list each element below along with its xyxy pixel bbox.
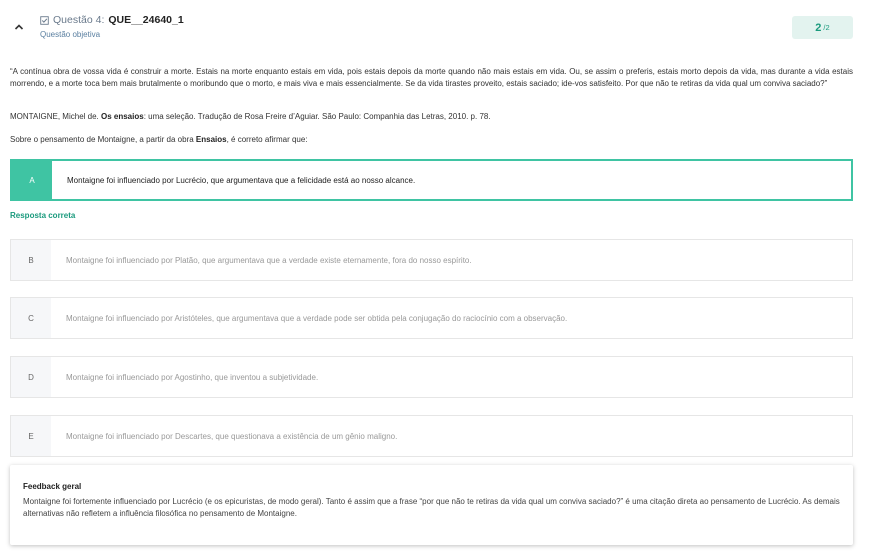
option-text: Montaigne foi influenciado por Platão, que argumentava que a verdade existe eternamente, fora do nosso espírito. [66,255,472,265]
option-text: Montaigne foi influenciado por Lucrécio, que argumentava que a felicidade está ao nosso alcance. [67,175,416,185]
option-c[interactable] [10,297,853,339]
option-letter: A [12,161,52,199]
question-title [40,14,184,26]
question-header [0,0,870,50]
option-text: Montaigne foi influenciado por Descartes, que questionava a existência de um gênio maligno. [66,431,398,441]
question-prompt [10,135,308,144]
quote-reference [10,112,491,121]
option-letter: E [11,416,51,456]
chevron-up-icon [14,22,24,32]
feedback-panel [10,465,853,545]
score-value: 2 [815,21,822,34]
question-quote: “A contínua obra de vossa vida é construir a morte. Estais na morte enquanto estais em vida, pois estais depois da morte quando não mais estais em vida. Ou, se assim o preferis, estais morto depois da vida, mas durante a vida estais morrendo, e a morte toca bem mais brutalmente o moribundo que o morto, e mais viva e mais essencialmente. Se da vida tirastes proveito, estais saciado; ide-vos satisfeito. Por que não te retiras da vida qual um conviva saciado?” [10,67,853,88]
option-letter: D [11,357,51,397]
question-number: Questão 4: [53,14,105,26]
score-max: /2 [823,23,830,32]
option-text: Montaigne foi influenciado por Aristóteles, que argumentava que a verdade pode ser obtida pela conjugação do raciocínio com a observação. [66,313,568,323]
prompt-bold: Ensaios [195,135,227,144]
option-text: Montaigne foi influenciado por Agostinho, que inventou a subjetividade. [66,372,319,382]
prompt-end: , é correto afirmar que: [226,135,308,144]
prompt-text: Sobre o pensamento de Montaigne, a partir da obra [10,135,194,144]
score-badge [792,16,853,39]
reference-author: MONTAIGNE, Michel de. [10,112,99,121]
reference-details: : uma seleção. Tradução de Rosa Freire d’Aguiar. São Paulo: Companhia das Letras, 2010. p. 78. [143,112,491,121]
option-letter: C [11,298,51,338]
question-type: Questão objetiva [40,30,101,39]
option-b[interactable] [10,239,853,281]
option-d[interactable] [10,356,853,398]
question-code: QUE__24640_1 [108,14,184,26]
option-e[interactable] [10,415,853,457]
reference-title: Os ensaios [101,112,144,121]
feedback-text: Montaigne foi fortemente influenciado por Lucrécio (e os epicuristas, de modo geral). Tanto é assim que a frase “por que não te retiras da vida qual um conviva saciado?” é uma citação direta ao pensamento de Lucrécio. As demais alternativas não refletem a influência filosófica no pensamento de Montaigne. [23,497,840,518]
correct-answer-label: Resposta correta [10,211,76,220]
option-letter: B [11,240,51,280]
feedback-title: Feedback geral [23,482,82,491]
checkbox-icon [40,16,49,25]
option-a[interactable] [10,159,853,201]
collapse-button[interactable] [12,20,26,34]
